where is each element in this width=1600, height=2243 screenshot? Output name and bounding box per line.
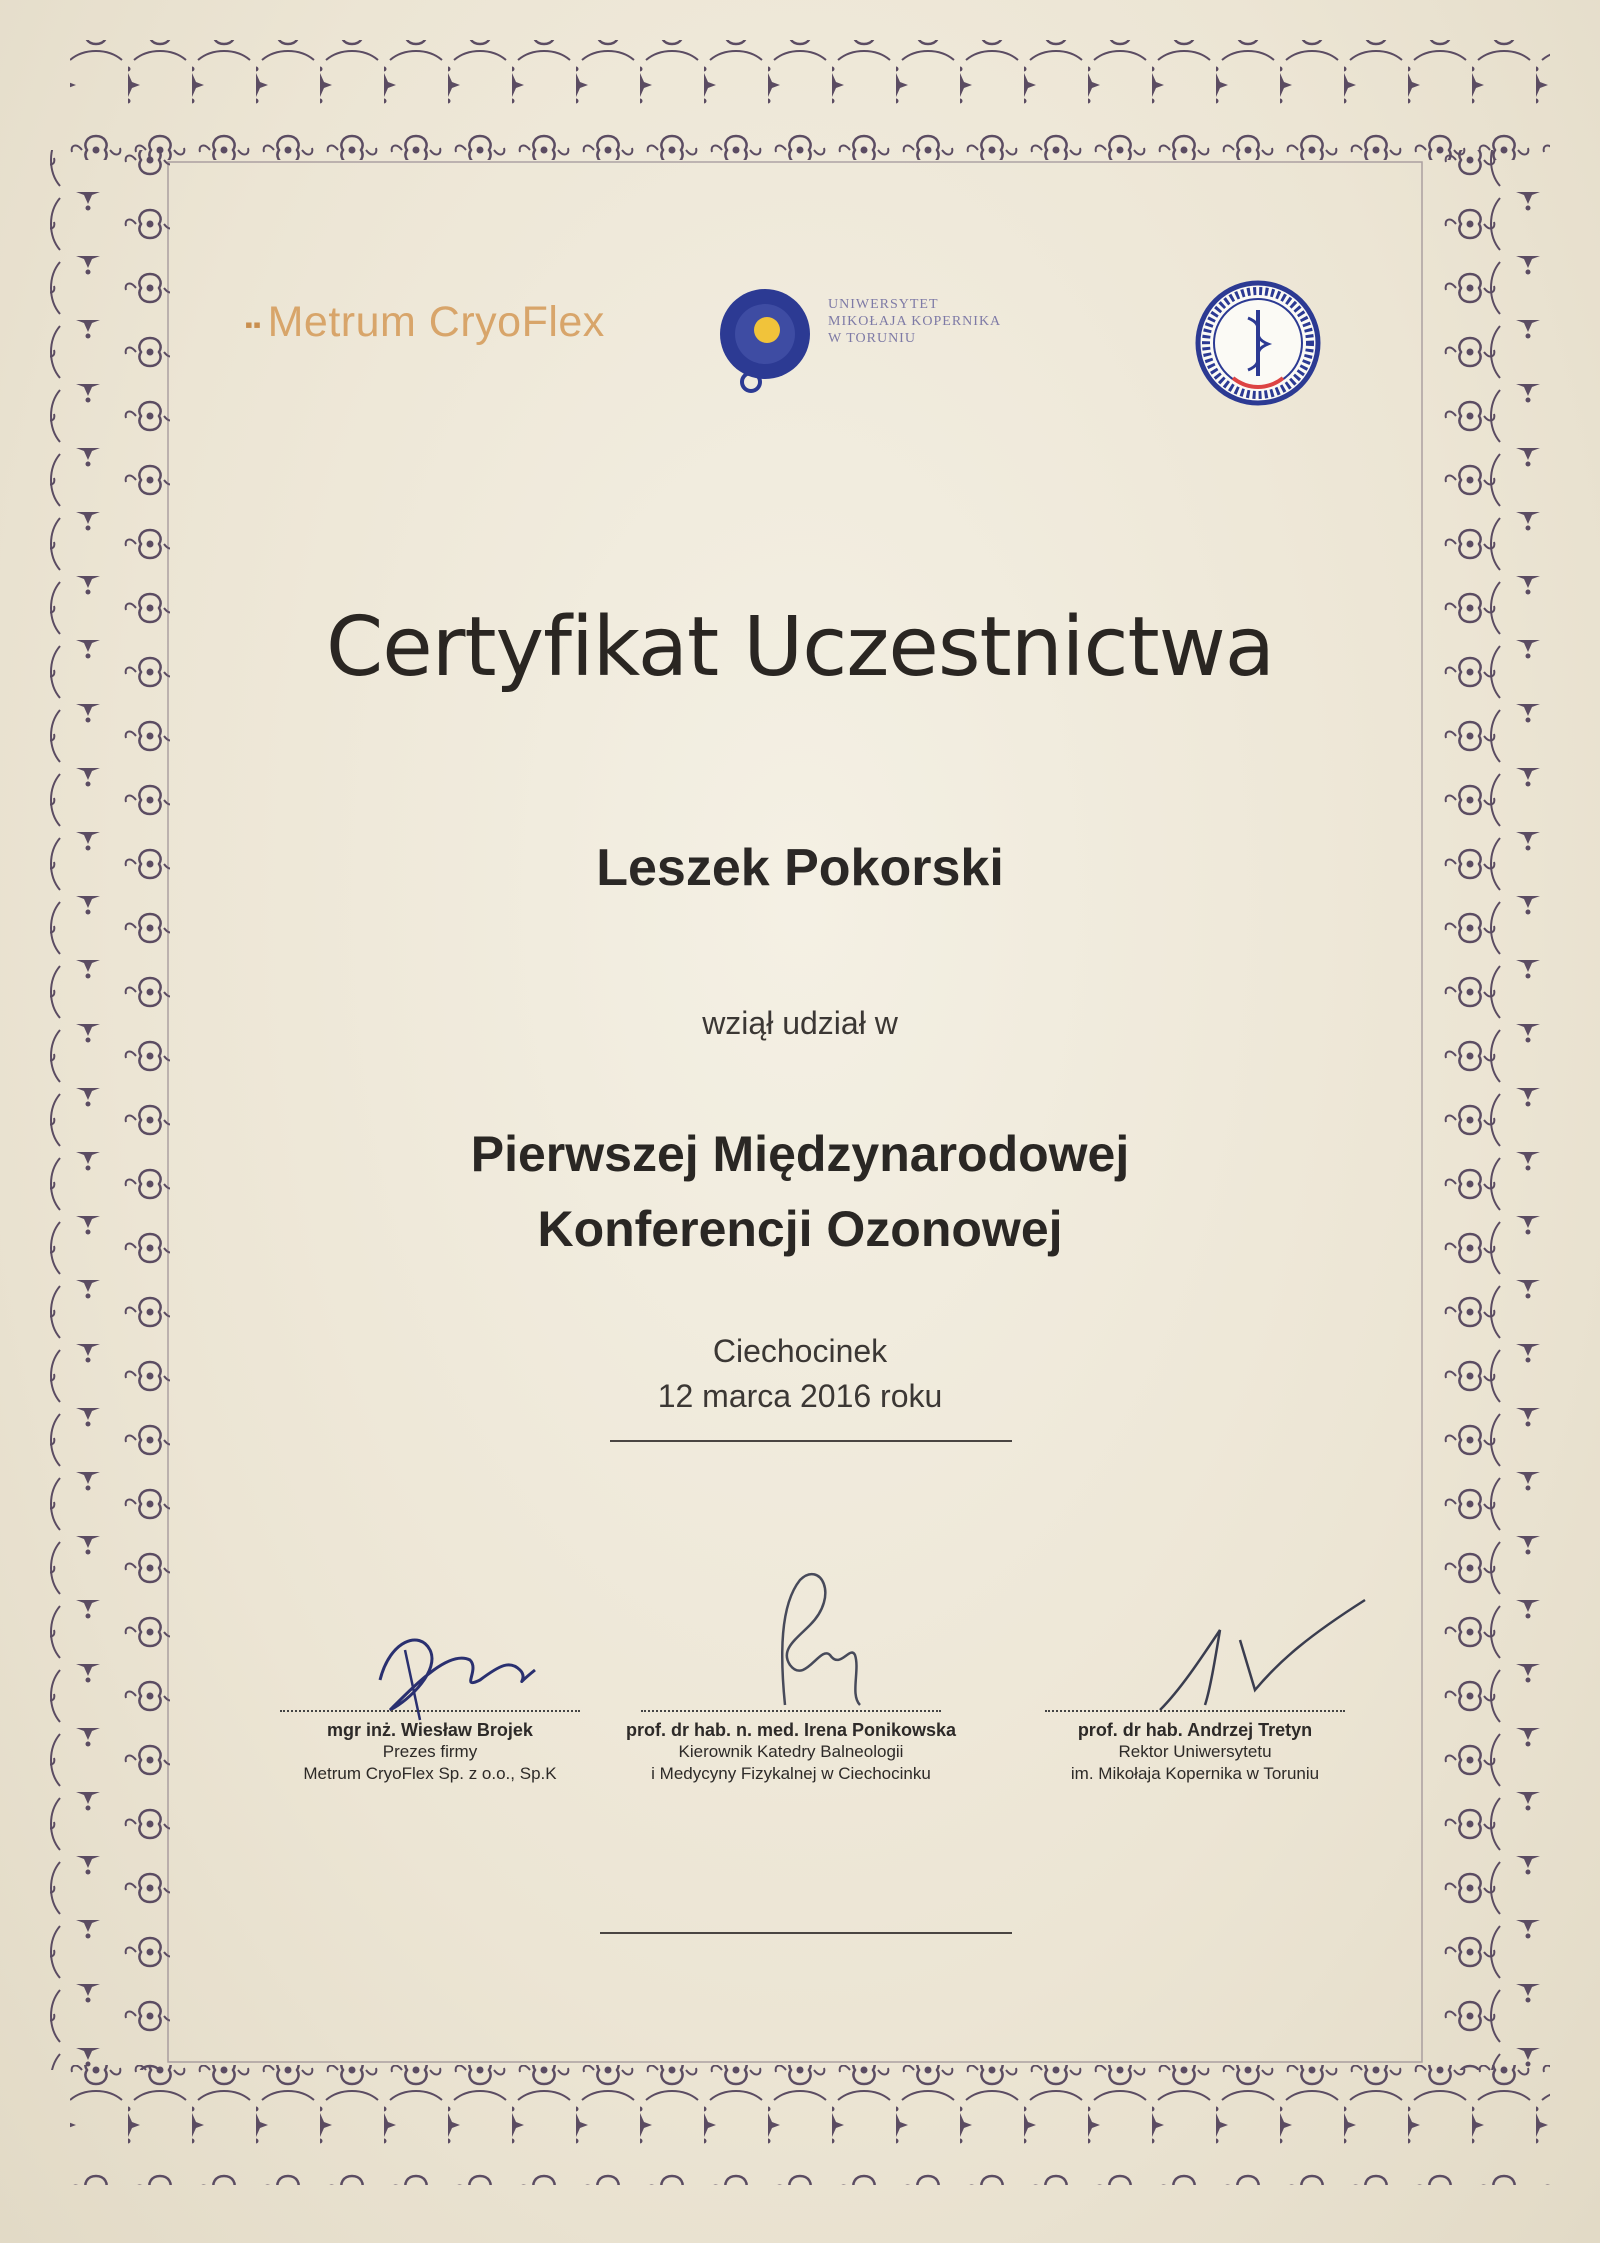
bottom-divider bbox=[600, 1932, 1012, 1934]
metrum-dots-icon: ▪▪ bbox=[245, 311, 262, 337]
signatory-role: Kierownik Katedry Balneologii bbox=[678, 1742, 904, 1761]
certificate-title: Certyfikat Uczestnictwa bbox=[325, 600, 1275, 695]
signatory-role: Prezes firmy bbox=[382, 1742, 478, 1761]
event-name-line-1: Pierwszej Międzynarodowej bbox=[470, 1126, 1130, 1182]
signature-line bbox=[280, 1710, 580, 1712]
recipient-name: Leszek Pokorski bbox=[596, 839, 1004, 897]
signatory-name: mgr inż. Wiesław Brojek bbox=[327, 1720, 533, 1740]
metrum-cryoflex-logo bbox=[245, 298, 605, 347]
signatory-3 bbox=[1015, 1710, 1375, 1785]
signatory-name: prof. dr hab. Andrzej Tretyn bbox=[1077, 1720, 1313, 1740]
umk-line-1: UNIWERSYTET bbox=[828, 297, 939, 312]
signatory-organization: i Medycyny Fizykalnej w Ciechocinku bbox=[651, 1764, 931, 1783]
umk-logo-text bbox=[828, 296, 1058, 347]
umk-line-2: MIKOŁAJA KOPERNIKA bbox=[828, 314, 1002, 329]
signature-line bbox=[641, 1710, 941, 1712]
event-name-line-2: Konferencji Ozonowej bbox=[537, 1201, 1063, 1257]
signatory-role: Rektor Uniwersytetu bbox=[1118, 1742, 1272, 1761]
participation-text: wziął udział w bbox=[702, 1005, 898, 1041]
event-date: 12 marca 2016 roku bbox=[657, 1378, 943, 1414]
date-divider bbox=[610, 1440, 1012, 1442]
event-place: Ciechocinek bbox=[712, 1333, 888, 1369]
medical-society-seal-icon bbox=[1193, 278, 1323, 408]
signatory-2 bbox=[611, 1710, 971, 1785]
umk-emblem-icon bbox=[715, 282, 815, 402]
umk-line-3: W TORUNIU bbox=[828, 331, 916, 346]
signatory-organization: im. Mikołaja Kopernika w Toruniu bbox=[1070, 1764, 1320, 1783]
signatory-organization: Metrum CryoFlex Sp. z o.o., Sp.K bbox=[303, 1764, 557, 1783]
metrum-logo-text: Metrum CryoFlex bbox=[267, 298, 605, 346]
logo-row bbox=[0, 270, 1600, 420]
signature-3-icon bbox=[1140, 1580, 1380, 1720]
signature-line bbox=[1045, 1710, 1345, 1712]
signatory-1 bbox=[250, 1710, 610, 1785]
signatory-name: prof. dr hab. n. med. Irena Ponikowska bbox=[625, 1720, 957, 1740]
signature-2-icon bbox=[740, 1555, 910, 1725]
